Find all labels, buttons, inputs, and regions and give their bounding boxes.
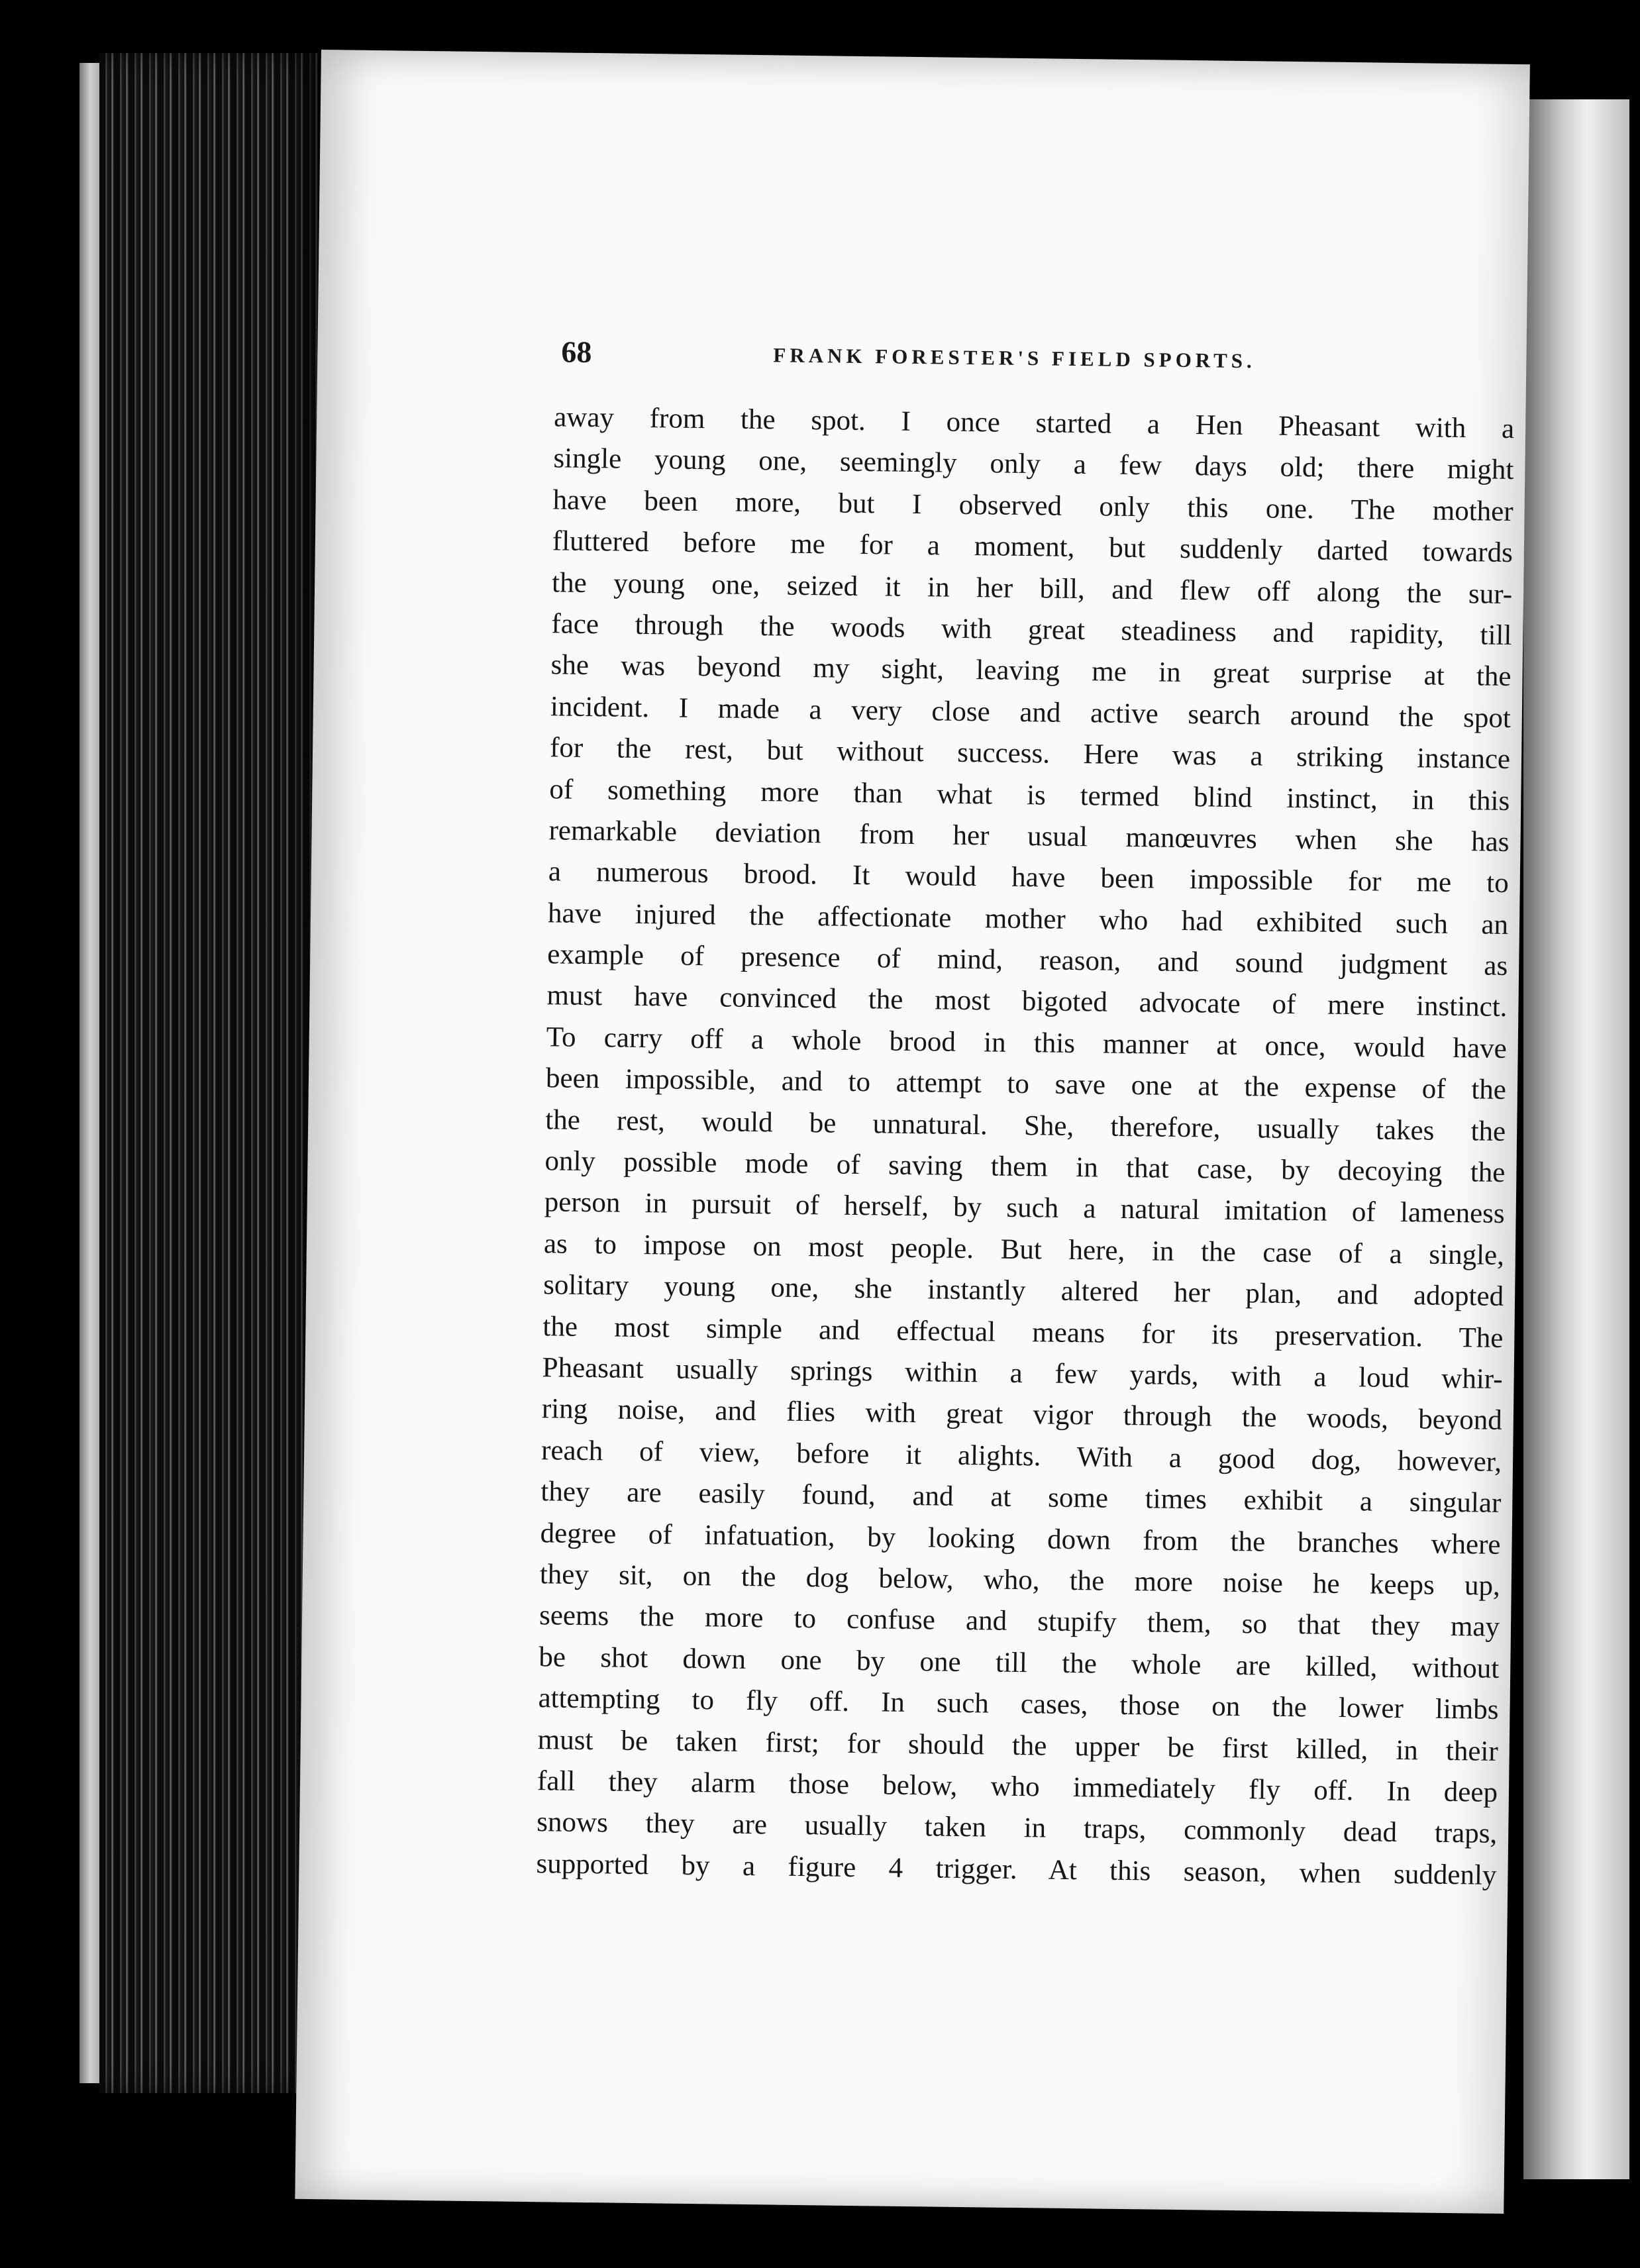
text-line: the most simple and effectual means for its preservation. The — [542, 1310, 1504, 1354]
text-line: she was beyond my sight, leaving me in great surprise at the — [550, 649, 1512, 693]
text-line: supported by a figure 4 trigger. At this season, when suddenly — [536, 1847, 1497, 1891]
text-line: Pheasant usually springs within a few yards, with a loud whir- — [542, 1352, 1503, 1395]
text-line: To carry off a whole brood in this manner at once, would have — [546, 1021, 1507, 1064]
text-line: fall they alarm those below, who immediately fly off. In deep — [537, 1765, 1498, 1808]
text-line: they are easily found, and at some times exhibit a singular — [540, 1476, 1502, 1520]
page-header — [561, 334, 1509, 385]
running-head: FRANK FORESTER'S FIELD SPORTS. — [773, 343, 1256, 373]
text-line: ring noise, and flies with great vigor through the woods, beyond — [541, 1393, 1503, 1437]
text-line: face through the woods with great steadiness and rapidity, till — [551, 608, 1512, 651]
text-line: be shot down one by one till the whole are killed, without — [538, 1641, 1500, 1684]
text-line: away from the spot. I once started a Hen Pheasant with a — [553, 401, 1515, 445]
text-line: seems the more to confuse and stupify them, so that they may — [538, 1600, 1500, 1643]
text-line: of something more than what is termed blind instinct, in this — [549, 773, 1510, 817]
text-line: must be taken first; for should the upper be first killed, in their — [537, 1724, 1499, 1767]
body-text — [536, 397, 1514, 1896]
text-line: person in pursuit of herself, by such a natural imitation of lameness — [544, 1186, 1505, 1230]
text-line: the young one, seized it in her bill, and flew off along the sur- — [551, 566, 1513, 610]
text-line: reach of view, before it alights. With a good dog, however, — [540, 1434, 1502, 1478]
text-line: have injured the affectionate mother who had exhibited such an — [547, 897, 1509, 941]
text-line: for the rest, but without success. Here was a striking instance — [549, 732, 1511, 776]
text-line: degree of infatuation, by looking down from the branches where — [540, 1517, 1501, 1561]
text-line: incident. I made a very close and active search around the spot — [550, 691, 1512, 734]
text-line: must have convinced the most bigoted advocate of mere instinct. — [546, 980, 1508, 1023]
text-line: remarkable deviation from her usual manœuvres when she has — [548, 815, 1510, 858]
text-line: fluttered before me for a moment, but suddenly darted towards — [552, 525, 1513, 569]
text-line: solitary young one, she instantly altered her plan, and adopted — [542, 1269, 1504, 1313]
text-line: only possible mode of saving them in that case, by decoying the — [544, 1145, 1506, 1188]
text-line: been impossible, and to attempt to save one at the expense of the — [545, 1062, 1507, 1106]
text-line: a numerous brood. It would have been impossible for me to — [548, 856, 1510, 900]
text-line: snows they are usually taken in traps, commonly dead traps, — [537, 1806, 1498, 1850]
page-number: 68 — [561, 335, 592, 370]
text-line: they sit, on the dog below, who, the more noise he keeps up, — [539, 1559, 1501, 1602]
text-line: single young one, seemingly only a few days old; there might — [553, 442, 1514, 486]
text-line: the rest, would be unnatural. She, therefore, usually takes the — [545, 1104, 1506, 1147]
text-line: have been more, but I observed only this one. The mother — [552, 484, 1513, 527]
text-line: example of presence of mind, reason, and sound judgment as — [547, 939, 1508, 982]
facing-page-edge — [1523, 99, 1629, 2179]
page-edges-left — [99, 53, 318, 2093]
book-page — [295, 50, 1530, 2214]
text-line: as to impose on most people. But here, in the case of a single, — [543, 1228, 1505, 1271]
text-line: attempting to fly off. In such cases, those on the lower limbs — [538, 1682, 1499, 1726]
